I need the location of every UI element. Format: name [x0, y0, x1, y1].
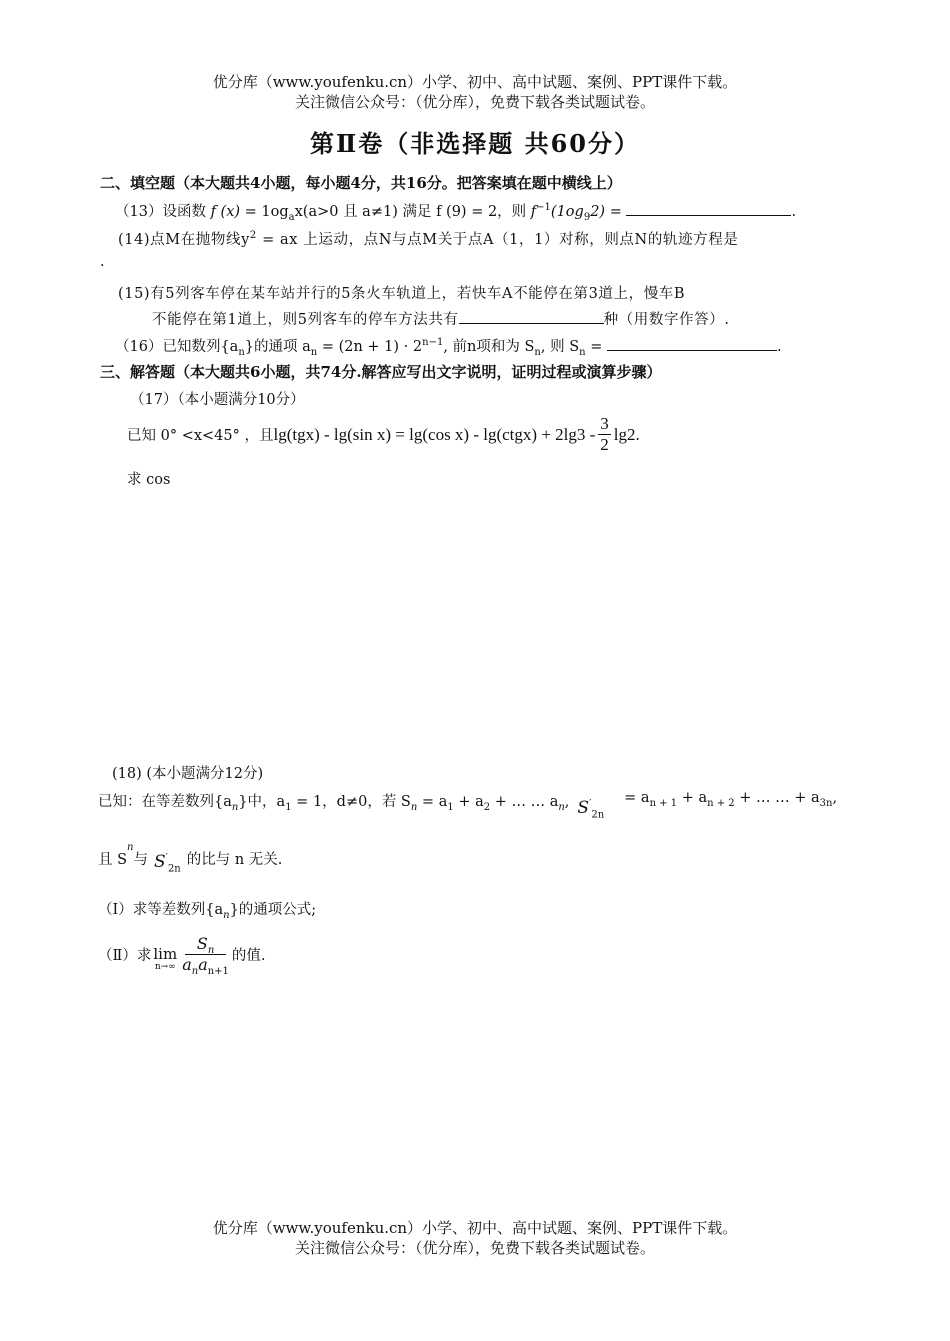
- q16-mid5: =: [585, 339, 603, 355]
- q18-l2-s2n: [154, 852, 181, 875]
- q18-l1-sub-2: 2: [483, 801, 491, 813]
- q18-lim-text: lim: [153, 944, 178, 963]
- q15-line-1: (15)有5列客车停在某车站并行的5条火车轨道上，若快车A不能停在第3道上，慢车B: [118, 286, 686, 302]
- q18-part-2: [98, 934, 266, 978]
- footer-line-2: 关注微信公众号：（优分库），免费下载各类试题试卷。: [294, 1239, 655, 1257]
- header-line-2: 关注微信公众号：（优分库），免费下载各类试题试卷。: [294, 93, 655, 111]
- q13-pre: 设函数: [162, 204, 211, 220]
- q18-l2-mid: 与: [133, 852, 148, 868]
- q18-l1-sub-1: 1: [285, 801, 292, 813]
- q18-l1-pre: 已知：在等差数列{a: [98, 794, 232, 810]
- q18-l1-mid: }中，a: [238, 794, 286, 810]
- header-line-1: 优分库（www.youfenku.cn）小学、初中、高中试题、案例、PPT课件下载。: [212, 73, 738, 91]
- q18-l1-sub-n: n: [231, 801, 239, 813]
- q13-sub-a: a: [288, 211, 295, 223]
- q13-eq: = 1og: [240, 204, 289, 220]
- q17-formula-right: lg2.: [613, 424, 640, 444]
- q18-rhs-tail: + … … + a: [734, 790, 820, 806]
- q18-part1-text: （Ⅰ）求等差数列{a: [98, 902, 224, 918]
- q13-arg-end: 2) =: [590, 204, 622, 220]
- q18-frac-den-sub1: n: [191, 966, 199, 978]
- q18-part2-end: 的值.: [231, 948, 266, 964]
- q13-answer-blank[interactable]: [626, 201, 791, 216]
- q18-part1-sub-n: n: [223, 909, 230, 921]
- q18-s2n-sub: 2n: [591, 809, 605, 821]
- q18-l2-post: 的比与 n 无关.: [186, 852, 283, 868]
- q17-given: [127, 414, 640, 455]
- q17-fraction: [598, 414, 611, 455]
- q18-part2-pre: （Ⅱ）求: [98, 948, 152, 964]
- q13-cond: x(a>0 且 a≠1) 满足 f (9) = 2，则: [294, 204, 531, 220]
- q18-l1-sub-n3: n: [558, 801, 565, 813]
- q15-line-2-pre: 不能停在第1道上，则5列客车的停车方法共有: [152, 312, 459, 328]
- q18-l1-mid6: ,: [564, 794, 570, 810]
- q13-end: .: [791, 204, 797, 220]
- q18-rhs-end: ,: [832, 790, 838, 806]
- question-14: [118, 228, 738, 249]
- footer-line-1: 优分库（www.youfenku.cn）小学、初中、高中试题、案例、PPT课件下载。: [212, 1219, 738, 1237]
- q16-mid4: , 则 S: [540, 339, 580, 355]
- q16-answer-blank[interactable]: [607, 336, 777, 351]
- question-13: [115, 200, 796, 221]
- q15-answer-blank[interactable]: [459, 309, 604, 324]
- q18-rhs: = a: [624, 790, 650, 806]
- q15-line-2: [152, 308, 730, 329]
- q18-rhs-sub3: 3n: [819, 797, 833, 809]
- q17-formula-left: lg(tgx) - lg(sin x) = lg(cos x) - lg(ctgx) + 2lg3 -: [273, 424, 596, 444]
- q17-frac-num: 3: [600, 414, 609, 433]
- q18-l1-mid4: + a: [453, 794, 484, 810]
- q16-end: .: [776, 339, 782, 355]
- q18-l1-mid5: + … … a: [490, 794, 559, 810]
- q18-frac-den2: a: [198, 955, 208, 974]
- q14-dot: .: [100, 254, 105, 270]
- q16-sub-n4: n: [579, 346, 586, 358]
- q18-lim: [153, 946, 177, 972]
- q17-given-pre: 已知 0° <x<45° ，且: [127, 428, 274, 444]
- q13-finv-sup: −1: [536, 202, 551, 214]
- q18-s2n: [577, 798, 605, 821]
- q13-arg: (1og: [550, 204, 584, 220]
- q18-l1-mid3: = a: [417, 794, 448, 810]
- section-2-heading: 二、填空题（本大题共4小题，每小题4分，共16分。把答案填在题中横线上）: [100, 174, 622, 192]
- q18-frac-num: S: [196, 934, 208, 953]
- q18-lim-sub: n→∞: [154, 961, 176, 972]
- q18-lim-fraction: [182, 934, 229, 978]
- q13-f: f (x): [210, 204, 241, 220]
- q18-s2n-s: S: [577, 798, 590, 818]
- q14-text2: = ax 上运动，点N与点M关于点A（1，1）对称，则点N的轨迹方程是: [256, 232, 739, 248]
- q14-text: (14)点M在抛物线y: [118, 232, 250, 248]
- q18-rhs-plus: + a: [677, 790, 708, 806]
- q18-l2-s2n-s: S: [154, 852, 166, 872]
- q18-part-1: [98, 898, 316, 919]
- q17-ask: 求 cos: [127, 472, 171, 488]
- section-3-heading: 三、解答题（本大题共6小题，共74分.解答应写出文字说明，证明过程或演算步骤）: [100, 363, 662, 381]
- q18-l1-sub-n2: n: [410, 801, 418, 813]
- q17-label: （17）（本小题满分10分）: [130, 392, 305, 408]
- q18-label: (18) (本小题满分12分): [112, 766, 264, 782]
- q18-rhs-sub1: n + 1: [649, 797, 678, 809]
- q18-l1-mid2: = 1，d≠0，若 S: [291, 794, 411, 810]
- q18-line-2: [98, 842, 283, 875]
- q13-finv: f: [530, 204, 537, 220]
- q18-line-1: [98, 790, 838, 821]
- q18-s2n-sup: ′: [589, 798, 592, 810]
- q15-line-2-post: 种（用数字作答）.: [603, 312, 730, 328]
- q16-sup: n−1: [422, 337, 444, 349]
- q13-num: （13）: [115, 204, 163, 220]
- q18-l2-s2n-sub: 2n: [167, 863, 181, 875]
- q13-sub-9: 9: [583, 211, 591, 223]
- q18-frac-den: a: [182, 955, 192, 974]
- q18-l2-s2n-sup: ′: [165, 852, 168, 864]
- q18-l2-sub-n: n: [127, 842, 134, 853]
- q18-rhs-sub2: n + 2: [707, 797, 735, 809]
- q16-sub-n1: n: [238, 346, 245, 358]
- q16-pre: （16）已知数列{a: [115, 339, 239, 355]
- q18-part1-end: }的通项公式;: [229, 902, 317, 918]
- q14-sup: 2: [249, 230, 257, 242]
- q17-frac-den: 2: [600, 435, 609, 454]
- q18-frac-num-sub: n: [207, 945, 215, 957]
- q16-sub-n2: n: [310, 346, 318, 358]
- q16-mid2: = (2n + 1) · 2: [317, 339, 423, 355]
- q18-l2-pre: 且 S: [98, 852, 128, 868]
- question-16: [115, 335, 782, 356]
- q16-mid3: , 前n项和为 S: [443, 339, 535, 355]
- page-title: 第Ⅱ卷（非选择题 共60分）: [310, 129, 640, 158]
- q16-mid: }的通项 a: [244, 339, 311, 355]
- q18-l1-sub-1b: 1: [447, 801, 454, 813]
- q18-frac-den-sub2: n+1: [207, 966, 229, 978]
- q16-sub-n3: n: [534, 346, 541, 358]
